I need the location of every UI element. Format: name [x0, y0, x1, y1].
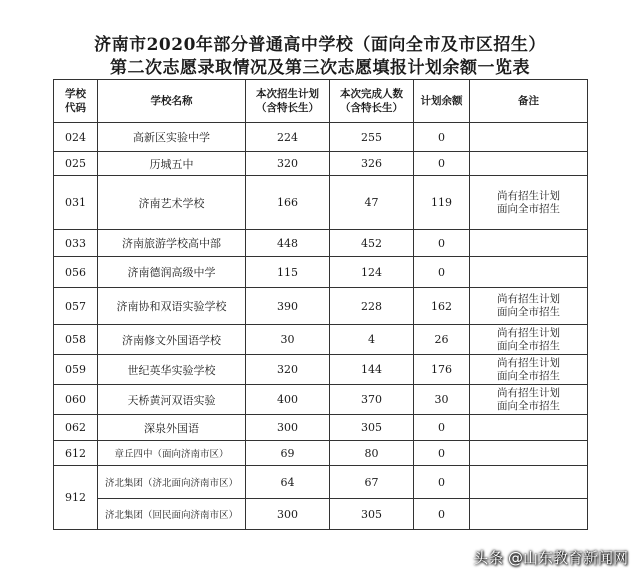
table-row — [54, 176, 588, 230]
cell-code: 024 — [54, 123, 98, 152]
note-line-1: 尚有招生计划 — [497, 326, 560, 339]
header-completed — [330, 80, 414, 123]
cell-remaining: 119 — [414, 176, 470, 230]
cell-plan: 390 — [246, 288, 330, 325]
cell-note — [470, 325, 588, 355]
cell-code: 058 — [54, 325, 98, 355]
cell-completed: 305 — [330, 415, 414, 441]
cell-plan: 166 — [246, 176, 330, 230]
cell-name: 济南旅游学校高中部 — [98, 230, 246, 257]
cell-name: 世纪英华实验学校 — [98, 355, 246, 385]
table-header-row — [54, 80, 588, 123]
cell-remaining: 0 — [414, 257, 470, 288]
cell-note — [470, 441, 588, 466]
cell-completed: 255 — [330, 123, 414, 152]
cell-code: 033 — [54, 230, 98, 257]
note-line-2: 面向全市招生 — [497, 306, 560, 318]
table-row — [54, 288, 588, 325]
cell-remaining: 162 — [414, 288, 470, 325]
table-row — [54, 415, 588, 441]
cell-name: 济南协和双语实验学校 — [98, 288, 246, 325]
table-row — [54, 123, 588, 152]
cell-remaining: 0 — [414, 415, 470, 441]
header-school-name: 学校名称 — [98, 80, 246, 123]
note-line-1: 尚有招生计划 — [497, 386, 560, 399]
cell-code: 612 — [54, 441, 98, 466]
note-line-1: 尚有招生计划 — [497, 189, 560, 202]
table-row — [54, 230, 588, 257]
header-school-code-line-2: 代码 — [65, 102, 86, 114]
table-row — [54, 355, 588, 385]
watermark: 头条 @山东教育新闻网 — [473, 549, 628, 567]
cell-note — [470, 152, 588, 176]
cell-code: 062 — [54, 415, 98, 441]
cell-remaining: 0 — [414, 123, 470, 152]
cell-remaining: 0 — [414, 230, 470, 257]
cell-remaining: 0 — [414, 466, 470, 499]
cell-note — [470, 355, 588, 385]
cell-plan: 320 — [246, 152, 330, 176]
note-line-1: 尚有招生计划 — [497, 293, 560, 305]
cell-name: 高新区实验中学 — [98, 123, 246, 152]
cell-name: 济南德润高级中学 — [98, 257, 246, 288]
cell-name: 济北集团（回民面向济南市区） — [98, 499, 246, 530]
cell-note — [470, 288, 588, 325]
document-title-line-1: 济南市2020年部分普通高中学校（面向全市及市区招生） — [94, 35, 546, 55]
cell-plan: 69 — [246, 441, 330, 466]
cell-plan: 30 — [246, 325, 330, 355]
note-line-2: 面向全市招生 — [497, 339, 560, 352]
cell-name: 济南修文外国语学校 — [98, 325, 246, 355]
table-row — [54, 441, 588, 466]
admission-table — [53, 79, 588, 530]
note-line-2: 面向全市招生 — [497, 202, 560, 215]
header-plan — [246, 80, 330, 123]
cell-completed: 326 — [330, 152, 414, 176]
cell-remaining: 176 — [414, 355, 470, 385]
cell-code: 059 — [54, 355, 98, 385]
cell-plan: 115 — [246, 257, 330, 288]
table-row — [54, 385, 588, 415]
cell-note — [470, 123, 588, 152]
cell-remaining: 26 — [414, 325, 470, 355]
cell-note — [470, 466, 588, 499]
cell-note — [470, 499, 588, 530]
cell-name: 章丘四中（面向济南市区） — [98, 441, 246, 466]
cell-completed: 124 — [330, 257, 414, 288]
cell-completed: 305 — [330, 499, 414, 530]
cell-note — [470, 385, 588, 415]
cell-note — [470, 415, 588, 441]
cell-note — [470, 230, 588, 257]
cell-plan: 320 — [246, 355, 330, 385]
header-notes: 备注 — [470, 80, 588, 123]
cell-code: 060 — [54, 385, 98, 415]
cell-plan: 300 — [246, 499, 330, 530]
header-remaining: 计划余额 — [414, 80, 470, 123]
cell-code: 031 — [54, 176, 98, 230]
cell-name: 深泉外国语 — [98, 415, 246, 441]
note-line-2: 面向全市招生 — [497, 399, 560, 412]
cell-remaining: 0 — [414, 441, 470, 466]
cell-note — [470, 176, 588, 230]
cell-plan: 448 — [246, 230, 330, 257]
cell-completed: 67 — [330, 466, 414, 499]
cell-completed: 452 — [330, 230, 414, 257]
cell-code: 057 — [54, 288, 98, 325]
cell-completed: 228 — [330, 288, 414, 325]
cell-completed: 4 — [330, 325, 414, 355]
table-row — [54, 257, 588, 288]
cell-plan: 300 — [246, 415, 330, 441]
cell-code: 056 — [54, 257, 98, 288]
table-row — [54, 152, 588, 176]
cell-code: 025 — [54, 152, 98, 176]
document-title-line-2: 第二次志愿录取情况及第三次志愿填报计划余额一览表 — [110, 58, 530, 78]
cell-completed: 370 — [330, 385, 414, 415]
cell-remaining: 0 — [414, 152, 470, 176]
header-plan-line-2: （含特长生） — [256, 102, 319, 114]
cell-plan: 400 — [246, 385, 330, 415]
cell-completed: 47 — [330, 176, 414, 230]
cell-plan: 64 — [246, 466, 330, 499]
cell-remaining: 30 — [414, 385, 470, 415]
cell-code: 912 — [54, 466, 98, 530]
header-plan-line-1: 本次招生计划 — [256, 88, 319, 100]
table-row — [54, 466, 588, 499]
cell-name: 天桥黄河双语实验 — [98, 385, 246, 415]
cell-completed: 80 — [330, 441, 414, 466]
cell-name: 历城五中 — [98, 152, 246, 176]
header-completed-line-1: 本次完成人数 — [340, 88, 403, 100]
cell-plan: 224 — [246, 123, 330, 152]
header-school-code-line-1: 学校 — [65, 88, 86, 100]
table-row — [54, 325, 588, 355]
header-completed-line-2: （含特长生） — [340, 102, 403, 114]
cell-name: 济南艺术学校 — [98, 176, 246, 230]
note-line-2: 面向全市招生 — [497, 369, 560, 382]
header-school-code — [54, 80, 98, 123]
cell-completed: 144 — [330, 355, 414, 385]
cell-name: 济北集团（济北面向济南市区） — [98, 466, 246, 499]
table-row — [54, 499, 588, 530]
cell-note — [470, 257, 588, 288]
cell-remaining: 0 — [414, 499, 470, 530]
note-line-1: 尚有招生计划 — [497, 356, 560, 369]
